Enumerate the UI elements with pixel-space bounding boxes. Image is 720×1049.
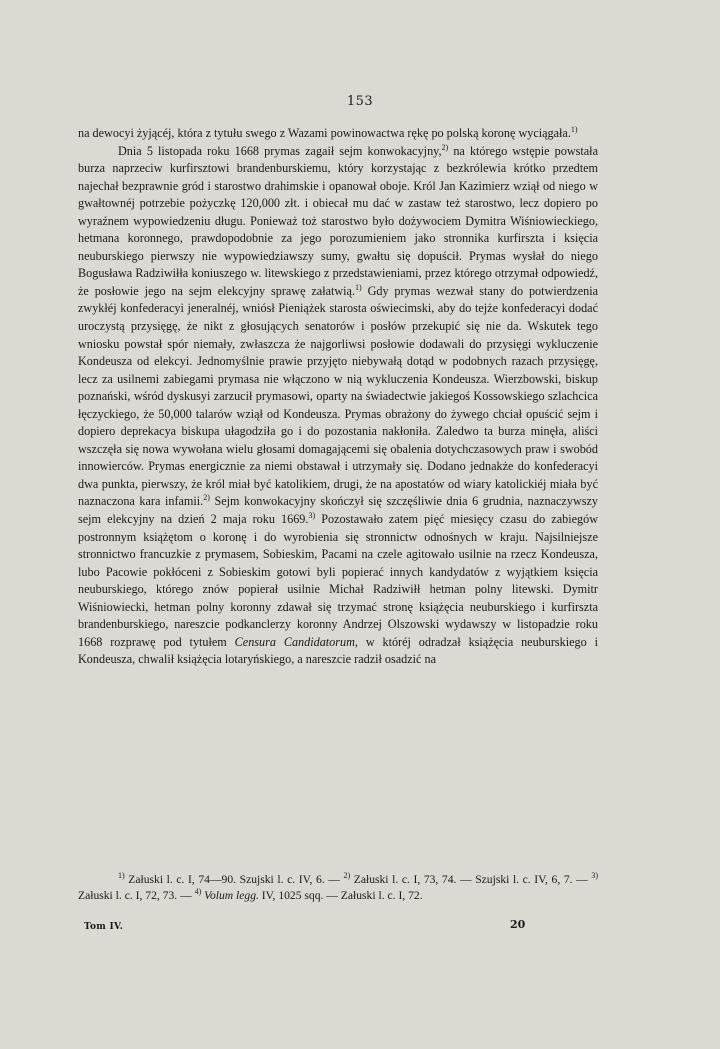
- footnote-ref: 1): [355, 282, 362, 292]
- footnote-ref: 3): [308, 510, 316, 520]
- footnotes: [78, 872, 598, 903]
- footnote-block: $^{1)}$ Załuski l. c. I, 74—90. Szujski l. c. IV, 6. — $^{2)}$ Załuski l. c. I, 73, 74. — Szujski l. c. IV, 6, 7. — $^{3)}$ Załuski l. c. I, 72, 73. — $^{4)}$ Volum legg. IV, 1025 sqq. — Załuski l. c. I, 72.: [78, 871, 598, 902]
- body-text: [78, 125, 598, 669]
- footnote-ref: 2): [441, 142, 449, 152]
- volume-signature: Tom IV.: [84, 922, 124, 932]
- paragraph-1: na dewocyi żyjącéj, która z tytułu swego z Wazami powinowactwa rękę po polską koronę wyciągała.$^{1)}$: [78, 124, 578, 140]
- page-number: 153: [346, 94, 374, 109]
- italic-title: Censura Candidatorum: [234, 634, 355, 649]
- footnote-ref: 2): [203, 493, 210, 503]
- paragraph-2: Dnia 5 listopada roku 1668 prymas zagaił sejm konwokacyjny,$^{2)}$ na którego wstępie powstała burza naprzeciw kurfirsztowi brandenburskiemu, który korzystając z bezkrólewia krótko przedtem najechał bezprawnie gród i starostwo drahimskie i opanował oboje. Król Jan Kazimierz wziął od niego w gwałtownéj potrzebie pożyczkę 120,000 złt. i obiecał mu dać w zastaw też starostwo, lecz dopiero po wyraźnem wypowiedzeniu długu. Ponieważ toż starostwo było dożywociem Dymitra Wiśniowieckiego, hetmana koronnego, prawdopodobnie za jego porozumieniem jako stronnika kurfirszta i księcia neuburskiego pierwszy nie wypowiedziawszy sumy, gwałtu się dopuścił. Prymas wysłał do niego Bogusława Radziwiłła koniuszego w. litewskiego z przedstawieniami, przez którego otrzymał odpowiedź, że posłowie jego na sejm elekcyjny sprawę załatwią.$^{1)}$ Gdy prymas wezwał stany do potwierdzenia zwykłéj konfederacyi jeneralnéj, wniósł Pieniążek starosta oświecimski, aby do tejże konfederacyi dodać uroczystą przysięgę, że nikt z głosujących senatorów i posłów przekupić się nie da. Wskutek tego wniosku powstał spór niemały, zwłaszcza że najgorliwsi posłowie dodawali do przysięgi wykluczenie Kondeusza od elekcyi. Jednomyślnie prawie przyjęto niebywałą dotąd w podobnych razach przysięgę, lecz za usilnemi zabiegami prymasa nie włączono w nią wykluczenia Kondeusza. Wierzbowski, biskup poznański, wśród dyskusyi zarzucił prymasowi, oparty na świadectwie jakiegoś Kossowskiego szlachcica łęczyckiego, że 50,000 talarów wziął od Kondeusza. Prymas obrażony do żywego chciał opuścić sejm i dopiero deprekacya biskupa ułagodziła go i do pozostania nakłoniła. Zaledwo ta burza minęła, aliści wszczęła się nowa wywołana wielu głosami domagającemi się obalenia dotychczasowych praw i swobód innowierców. Prymas energicznie za niemi obstawał i utrzymały się. Dodano jednakże do konfederacyi dwa punkta, pierwszy, że król miał być katolikiem, drugi, że na apostatów od wiary katolickiéj miała być naznaczona kara infamii.$^{2)}$ Sejm konwokacyjny skończył się szczęśliwie dnia 6 grudnia, naznaczywszy sejm elekcyjny na dzień 2 maja roku 1669.$^{3)}$ Pozostawało zatem pięć miesięcy czasu do zabiegów postronnym książętom o koronę i do wyrobienia się stronnictw odnośnych w kraju. Najsilniejsze stronnictwo francuzkie z prymasem, Sobieskim, Pacami na czele agitowało usilnie na rzecz Kondeusza, lubo Pacowie pokłóceni z Sobieskim gotowi byli popierać innych kandydatów z wyjątkiem księcia neuburskiego, którego znów popierał usilnie Michał Radziwiłł hetman polny litewski. Dymitr Wiśniowiecki, hetman polny koronny zdawał się trzymać stronę książęcia neuburskiego i kurfirszta brandenburskiego, nareszcie podkanclerzy koronny Andrzej Olszowski wydawszy w listopadzie roku 1668 rozprawę pod tytułem Censura Candidatorum, w któréj odradzał książęcia neuburskiego i Kondeusza, chwalił książęcia lotaryńskiego, a nareszcie radził osadzić na: [78, 142, 598, 667]
- footnote-ref: 1): [570, 124, 578, 134]
- sheet-signature: 20: [510, 918, 526, 931]
